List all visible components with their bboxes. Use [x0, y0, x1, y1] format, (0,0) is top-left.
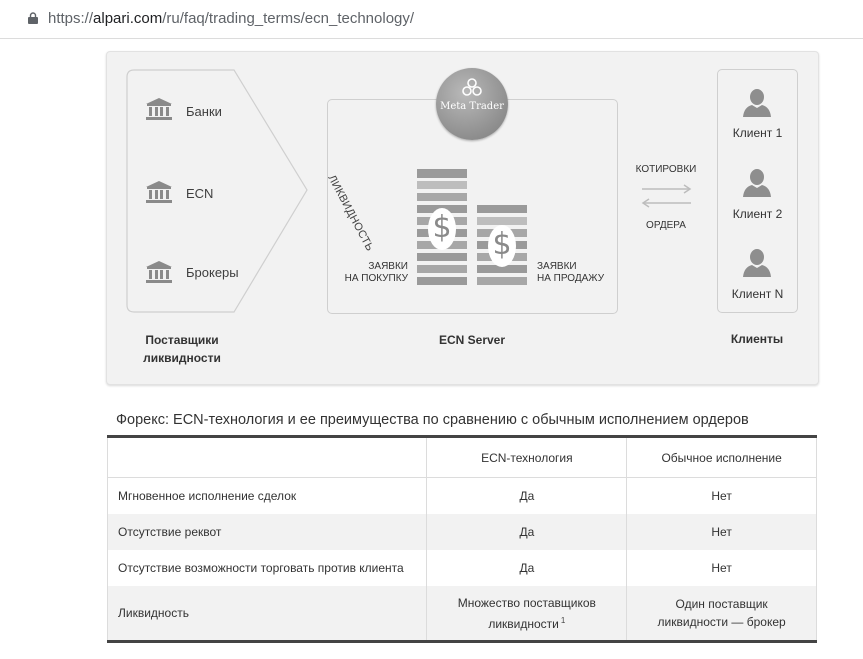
table-row [108, 514, 817, 550]
buy-orders-label-line1: ЗАЯВКИ [368, 261, 408, 272]
client-1-label: Клиент 1 [732, 126, 783, 140]
quotes-label: КОТИРОВКИ [635, 164, 697, 175]
regular-liquidity-line2: ликвидности — брокер [657, 615, 786, 629]
clients-box [717, 69, 798, 313]
ecn-liquidity-line2-text: ликвидности [488, 616, 559, 631]
ecn-server-title: ECN Server [438, 333, 506, 347]
user-icon [742, 247, 772, 277]
providers-title [123, 331, 241, 367]
provider-brokers: Брокеры [186, 265, 239, 280]
row-regular-value: Нет [627, 478, 817, 515]
url-host: alpari.com [93, 10, 163, 27]
row-label: Мгновенное исполнение сделок [108, 478, 427, 515]
row-ecn-value [427, 586, 627, 642]
orders-label: ОРДЕРА [646, 220, 686, 231]
client-n-label: Клиент N [731, 287, 784, 301]
comparison-table [107, 435, 817, 643]
table-row [108, 478, 817, 515]
user-icon [742, 87, 772, 117]
table-caption: Форекс: ECN-технология и ее преимущества по сравнению с обычным исполнением ордеров [116, 412, 749, 428]
lock-icon [28, 12, 38, 24]
buy-orders-label [342, 261, 408, 285]
sell-orders-label-line1: ЗАЯВКИ [537, 261, 577, 272]
table-row [108, 586, 817, 642]
metatrader-logo [436, 68, 508, 140]
footnote-link[interactable]: 1 [560, 615, 566, 625]
row-label: Отсутствие возможности торговать против клиента [108, 550, 427, 586]
url-path: /ru/faq/trading_terms/ecn_technology/ [162, 10, 415, 27]
sell-orders-label-line2: НА ПРОДАЖУ [537, 273, 605, 284]
row-ecn-value: Да [427, 478, 627, 515]
metatrader-icon [462, 77, 482, 97]
bank-icon [146, 98, 172, 120]
table-header-row [108, 437, 817, 478]
header-regular: Обычное исполнение [627, 437, 817, 478]
liquidity-label: ЛИКВИДНОСТЬ [325, 173, 376, 254]
row-regular-value: Нет [627, 514, 817, 550]
providers-title-line1: Поставщики [145, 333, 219, 347]
dollar-sell-icon: $ [492, 227, 512, 262]
row-label: Отсутствие реквот [108, 514, 427, 550]
url-prefix: https:// [48, 10, 94, 27]
orders-arrow [643, 199, 691, 207]
row-regular-value [627, 586, 817, 642]
buy-orders-label-line2: НА ПОКУПКУ [344, 273, 408, 284]
client-2-label: Клиент 2 [732, 207, 783, 221]
bank-icon [146, 261, 172, 283]
header-feature [108, 437, 427, 478]
ecn-liquidity-line2 [437, 612, 616, 633]
row-label: Ликвидность [108, 586, 427, 642]
quotes-arrow [642, 185, 690, 193]
regular-liquidity-line1: Один поставщик [675, 597, 768, 611]
clients-title: Клиенты [730, 332, 784, 346]
dollar-buy-icon: $ [432, 210, 452, 245]
metatrader-label: Meta Trader [440, 101, 504, 112]
row-ecn-value: Да [427, 550, 627, 586]
header-ecn: ECN-технология [427, 437, 627, 478]
sell-orders-label [537, 261, 604, 285]
url-text[interactable] [48, 10, 414, 27]
row-ecn-value: Да [427, 514, 627, 550]
table-row [108, 550, 817, 586]
ecn-liquidity-line1: Множество поставщиков [457, 595, 596, 610]
providers-title-line2: ликвидности [143, 351, 221, 365]
address-bar[interactable] [0, 0, 863, 39]
row-regular-value: Нет [627, 550, 817, 586]
provider-ecn: ECN [186, 186, 214, 201]
ecn-diagram [106, 51, 819, 385]
bank-icon [146, 181, 172, 203]
user-icon [742, 167, 772, 197]
provider-banks: Банки [186, 104, 222, 119]
